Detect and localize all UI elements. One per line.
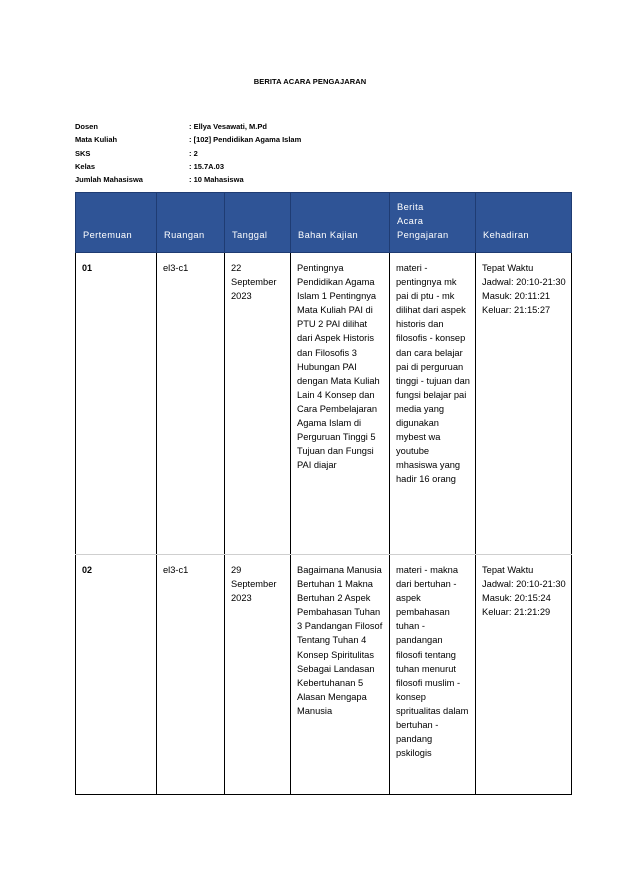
table-row <box>76 555 572 795</box>
info-value: : Ellya Vesawati, M.Pd <box>189 122 267 131</box>
header-berita-line: Pengajaran <box>397 230 449 240</box>
header-pertemuan: Pertemuan <box>76 193 157 253</box>
info-row-kelas <box>75 160 301 173</box>
header-bahan-kajian: Bahan Kajian <box>291 193 390 253</box>
info-value: : 10 Mahasiswa <box>189 175 244 185</box>
header-kehadiran: Kehadiran <box>476 193 572 253</box>
info-row-jumlah-mahasiswa <box>75 173 301 186</box>
header-tanggal: Tanggal <box>225 193 291 253</box>
info-value: : 2 <box>189 148 198 158</box>
header-berita-line: Berita <box>397 202 424 212</box>
info-row-sks <box>75 147 301 160</box>
cell-ruangan: el3-c1 <box>157 253 225 555</box>
cell-tanggal: 22 September 2023 <box>225 253 291 555</box>
teaching-log-table <box>75 192 572 795</box>
course-info <box>75 120 301 186</box>
cell-kehadiran: Tepat Waktu Jadwal: 20:10-21:30 Masuk: 20:15:24 Keluar: 21:21:29 <box>476 555 572 795</box>
cell-berita-acara: materi - makna dari bertuhan - aspek pembahasan tuhan - pandangan filosofi tentang tuhan menurut filosofi muslim - konsep spritualitas dalam bertuhan - pandang pskilogis <box>390 555 476 795</box>
info-value: : [102] Pendidikan Agama Islam <box>189 135 302 145</box>
table-header-row <box>76 193 572 253</box>
cell-bahan-kajian: Pentingnya Pendidikan Agama Islam 1 Pentingnya Mata Kuliah PAI di PTU 2 PAI dilihat dari Aspek Historis dan Filosofis 3 Hubungan PAI dengan Mata Kuliah Lain 4 Konsep dan Cara Pembelajaran Agama Islam di Perguruan Tinggi 5 Tujuan dan Fungsi PAI diajar <box>291 253 390 555</box>
cell-pertemuan: 01 <box>76 253 157 555</box>
header-berita-acara <box>390 193 476 253</box>
cell-pertemuan: 02 <box>76 555 157 795</box>
cell-bahan-kajian: Bagaimana Manusia Bertuhan 1 Makna Bertuhan 2 Aspek Pembahasan Tuhan 3 Pandangan Filosof Tentang Tuhan 4 Konsep Spiritulitas Sebagai Landasan Kebertuhanan 5 Alasan Mengapa Manusia <box>291 555 390 795</box>
document-title: BERITA ACARA PENGAJARAN <box>253 77 367 86</box>
info-row-mata-kuliah <box>75 133 301 146</box>
info-label: Mata Kuliah <box>75 135 118 145</box>
info-label: Dosen <box>75 122 98 131</box>
header-berita-line: Acara <box>397 216 424 226</box>
info-label: SKS <box>75 148 91 158</box>
info-value: : 15.7A.03 <box>189 161 225 171</box>
cell-kehadiran: Tepat Waktu Jadwal: 20:10-21:30 Masuk: 20:11:21 Keluar: 21:15:27 <box>476 253 572 555</box>
info-label: Kelas <box>75 161 96 171</box>
table-row <box>76 253 572 555</box>
header-ruangan: Ruangan <box>157 193 225 253</box>
cell-ruangan: el3-c1 <box>157 555 225 795</box>
info-label: Jumlah Mahasiswa <box>75 175 143 185</box>
cell-tanggal: 29 September 2023 <box>225 555 291 795</box>
cell-berita-acara: materi - pentingnya mk pai di ptu - mk dilihat dari aspek historis dan filosofis - konsep dan cara belajar pai di perguruan tinggi - tujuan dan fungsi belajar pai media yang digunakan mybest wa youtube mhasiswa yang hadir 16 orang <box>390 253 476 555</box>
info-row-dosen <box>75 120 301 133</box>
